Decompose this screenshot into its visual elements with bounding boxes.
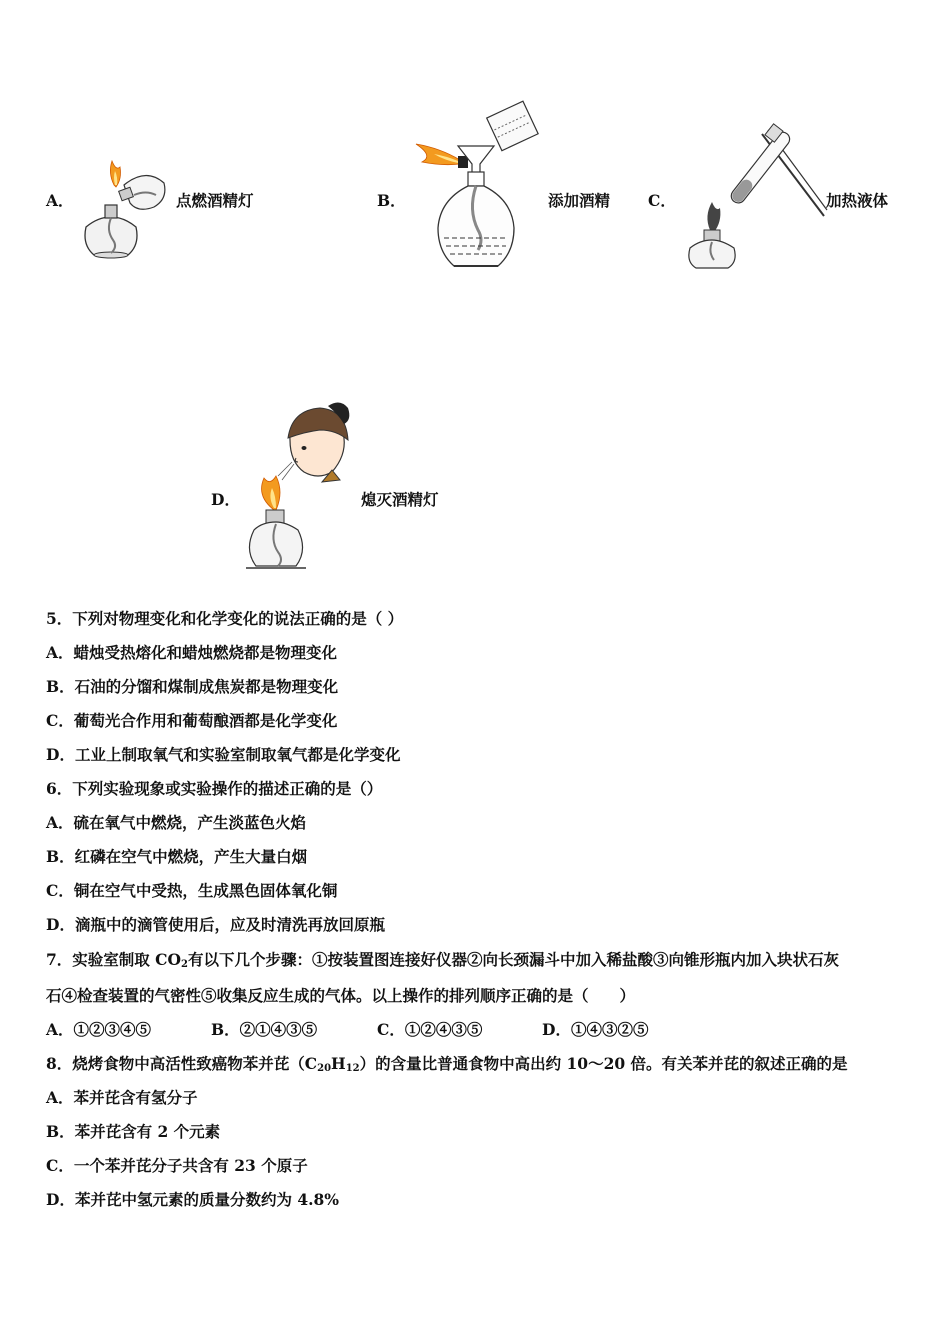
q5-option-b: B．石油的分馏和煤制成焦炭都是物理变化 <box>46 677 339 696</box>
q7-option-a: A．①②③④⑤ <box>46 1020 152 1039</box>
question-5-stem: 5．下列对物理变化和化学变化的说法正确的是（ ） <box>46 609 404 628</box>
blowing-out-lamp-illustration <box>240 400 360 572</box>
option-a-caption: 点燃酒精灯 <box>176 191 254 210</box>
q6-option-a: A．硫在氧气中燃烧，产生淡蓝色火焰 <box>46 813 307 832</box>
question-7-stem: 7．实验室制取 $CO_2$有以下几个步骤：①按装置图连接好仪器②向长颈漏斗中加入稀盐酸③向锥形瓶内加入块状石灰 <box>46 950 840 970</box>
q5-option-a: A．蜡烛受热熔化和蜡烛燃烧都是物理变化 <box>46 643 338 662</box>
option-c-label: C． <box>648 191 676 210</box>
q8-option-a: A．苯并芘含有氢分子 <box>46 1088 198 1107</box>
q8-option-c: C．一个苯并芘分子共含有 23 个原子 <box>46 1156 308 1175</box>
q7-option-b: B．②①④③⑤ <box>211 1020 318 1039</box>
q5-option-c: C．葡萄光合作用和葡萄酿酒都是化学变化 <box>46 711 338 730</box>
option-b-label: B． <box>377 191 406 210</box>
question-6-stem: 6．下列实验现象或实验操作的描述正确的是（） <box>46 779 383 798</box>
option-a-label: A． <box>46 191 74 210</box>
option-b-caption: 添加酒精 <box>548 191 611 210</box>
question-8-stem: 8．烧烤食物中高活性致癌物苯并芘$(C_{20}H_{12})$的含量比普通食物中高出约 10～20 倍。有关苯并芘的叙述正确的是 <box>46 1054 848 1074</box>
q5-option-d: D．工业上制取氧气和实验室制取氧气都是化学变化 <box>46 745 401 764</box>
q7-option-c: C．①②④③⑤ <box>377 1020 483 1039</box>
q8-option-b: B．苯并芘含有 2 个元素 <box>46 1122 221 1141</box>
q7-option-d: D．①④③②⑤ <box>542 1020 649 1039</box>
option-d-caption: 熄灭酒精灯 <box>361 490 439 509</box>
q6-option-c: C．铜在空气中受热，生成黑色固体氧化铜 <box>46 881 338 900</box>
question-7-stem-line2: 石④检查装置的气密性⑤收集反应生成的气体。以上操作的排列顺序正确的是（ ） <box>46 986 636 1005</box>
q8-option-d: D．苯并芘中氢元素的质量分数约为 4.8% <box>46 1190 340 1209</box>
q6-option-d: D．滴瓶中的滴管使用后，应及时清洗再放回原瓶 <box>46 915 385 934</box>
option-c-caption: 加热液体 <box>826 191 889 210</box>
heating-liquid-illustration <box>682 120 827 270</box>
adding-alcohol-illustration <box>412 100 537 270</box>
lighting-lamp-illustration <box>76 155 176 265</box>
q6-option-b: B．红磷在空气中燃烧，产生大量白烟 <box>46 847 308 866</box>
option-d-label: D． <box>211 490 240 509</box>
